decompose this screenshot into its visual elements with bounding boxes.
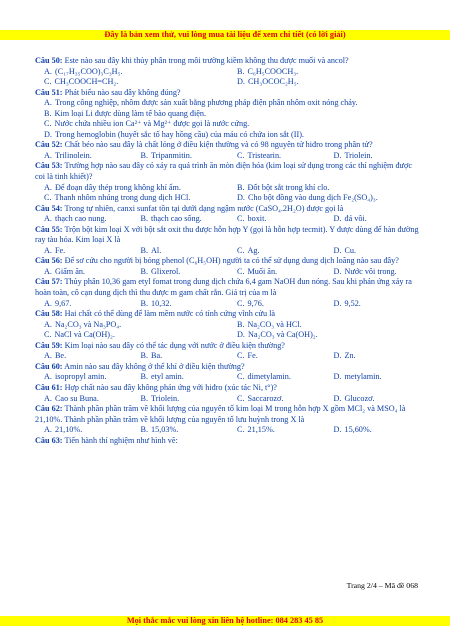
answer-option — [35, 130, 421, 141]
answer-options — [35, 246, 421, 257]
option-letter: B. — [237, 319, 245, 329]
option-text: 15,60%. — [344, 425, 372, 435]
answer-options — [35, 214, 421, 225]
option-letter: D. — [237, 77, 245, 87]
option-letter: C. — [237, 351, 245, 361]
answer-option — [228, 372, 325, 383]
answer-options — [35, 320, 421, 341]
question — [35, 204, 421, 225]
option-text: 15,03%. — [151, 425, 179, 435]
question-stem — [35, 225, 421, 246]
option-text: Al. — [151, 245, 162, 255]
question-stem — [35, 277, 421, 298]
question — [35, 225, 421, 257]
question-text: Thành phần phần trăm về khối lượng của nguyên tố kim loại M trong hỗn hợp X gồm MCl₂ và MSO₄ là 21,10%. Thành phần phần trăm về khối lượng của nguyên tố lưu huỳnh trong X là — [35, 404, 406, 424]
option-text: 9,76. — [247, 298, 264, 308]
answer-option — [35, 119, 421, 130]
option-letter: D. — [333, 393, 342, 403]
answer-option — [132, 425, 229, 436]
answer-option — [35, 299, 132, 310]
option-letter: C. — [237, 372, 245, 382]
question-stem — [35, 362, 421, 373]
answer-option — [35, 320, 228, 331]
answer-option — [132, 267, 229, 278]
question-number: Câu 62: — [35, 404, 63, 414]
option-letter: D. — [237, 193, 245, 203]
answer-option — [325, 267, 422, 278]
answer-option — [132, 246, 229, 257]
option-letter: A. — [44, 393, 52, 403]
option-text: Ag. — [247, 245, 260, 255]
option-letter: A. — [44, 425, 52, 435]
answer-option — [325, 246, 422, 257]
question-stem — [35, 161, 421, 182]
answer-option — [228, 151, 325, 162]
answer-option — [228, 246, 325, 257]
answer-option — [228, 330, 421, 341]
option-letter: A. — [44, 66, 52, 76]
question — [35, 362, 421, 383]
option-letter: C. — [237, 425, 245, 435]
option-text: 9,67. — [54, 298, 72, 308]
option-text: thạch cao sống. — [151, 214, 202, 224]
question-number: Câu 59: — [35, 340, 63, 350]
question — [35, 277, 421, 309]
option-text: 10,32. — [151, 298, 172, 308]
answer-option — [228, 193, 421, 204]
preview-banner: Đây là bản xem thử, vui lòng mua tài liệu để xem chi tiết (có lời giải) — [0, 30, 450, 40]
option-letter: B. — [140, 150, 149, 160]
question — [35, 436, 421, 447]
option-letter: A. — [44, 298, 52, 308]
question-number: Câu 54: — [35, 203, 63, 213]
question-number: Câu 61: — [35, 382, 63, 392]
question-number: Câu 63: — [35, 435, 63, 445]
option-text: Giấm ăn. — [54, 266, 85, 276]
answer-options — [35, 299, 421, 310]
question-text: Kim loại nào sau đây có thể tác dụng với nước ở điều kiện thường? — [64, 340, 285, 350]
answer-option — [325, 425, 422, 436]
answer-option — [132, 214, 229, 225]
option-text: Na₂CO₃ và Ca(OH)₂. — [247, 330, 318, 340]
answer-option — [132, 351, 229, 362]
option-text: 21,15%. — [247, 425, 275, 435]
answer-option — [35, 98, 421, 109]
option-text: Fe. — [54, 245, 66, 255]
option-letter: C. — [237, 245, 245, 255]
question — [35, 88, 421, 141]
question-text: Este nào sau đây khi thủy phân trong môi trường kiềm không thu được muối và ancol? — [64, 56, 349, 65]
option-letter: C. — [44, 77, 52, 87]
option-letter: C. — [44, 119, 52, 129]
option-letter: B. — [140, 351, 149, 361]
answer-option — [325, 151, 422, 162]
answer-option — [228, 183, 421, 194]
option-letter: A. — [44, 182, 52, 192]
option-text: 9,52. — [344, 298, 361, 308]
question-stem — [35, 140, 421, 151]
option-letter: A. — [44, 266, 52, 276]
answer-option — [35, 77, 228, 88]
option-text: Saccarozơ. — [247, 393, 284, 403]
option-letter: D. — [333, 245, 342, 255]
question-number: Câu 53: — [35, 161, 63, 171]
option-text: Ba. — [151, 351, 163, 361]
answer-option — [228, 67, 421, 78]
answer-option — [325, 351, 422, 362]
option-text: Trong hemoglobin (huyết sắc tố hay hồng cầu) của máu có chứa ion sắt (II). — [54, 129, 304, 139]
option-letter: D. — [333, 150, 342, 160]
question-stem — [35, 204, 421, 215]
option-letter: B. — [140, 266, 149, 276]
option-text: Triolein. — [151, 393, 180, 403]
question-number: Câu 56: — [35, 256, 63, 266]
answer-option — [325, 394, 422, 405]
question-number: Câu 52: — [35, 140, 63, 150]
answer-option — [35, 394, 132, 405]
question-text: Trường hợp nào sau đây có xảy ra quá trình ăn mòn điện hóa (kim loại sử dụng trong các thí nghiệm được coi là tinh khiết)? — [35, 161, 412, 182]
option-letter: A. — [44, 245, 52, 255]
option-text: Glucozơ. — [344, 393, 375, 403]
question-text: Hai chất có thể dùng để làm mềm nước có tính cứng vĩnh cửu là — [64, 309, 276, 319]
answer-option — [228, 77, 421, 88]
option-text: Đốt bột sắt trong khí clo. — [247, 182, 330, 192]
option-text: đá vôi. — [344, 214, 367, 224]
question — [35, 161, 421, 203]
option-text: CH₃OCOC₂H₅. — [247, 77, 299, 87]
option-letter: C. — [237, 393, 245, 403]
option-text: metylamin. — [344, 372, 382, 382]
question — [35, 341, 421, 362]
answer-option — [35, 351, 132, 362]
question — [35, 383, 421, 404]
option-text: Cho bột đồng vào dung dịch Fe₂(SO₄)₃. — [247, 193, 378, 203]
question-number: Câu 57: — [35, 277, 63, 287]
option-letter: B. — [140, 425, 149, 435]
answer-option — [35, 109, 421, 120]
answer-option — [132, 151, 229, 162]
option-letter: A. — [44, 214, 52, 224]
option-letter: D. — [237, 330, 245, 340]
answer-options — [35, 267, 421, 278]
option-text: Trilinolein. — [54, 150, 92, 160]
question — [35, 404, 421, 436]
answer-option — [228, 351, 325, 362]
question-stem — [35, 88, 421, 99]
option-text: Tripanmitin. — [151, 150, 192, 160]
answer-options — [35, 372, 421, 383]
option-text: 21,10%. — [54, 425, 83, 435]
option-text: Trong công nghiệp, nhôm được sản xuất bằng phương pháp điện phân nhôm oxit nóng chảy. — [54, 98, 358, 108]
option-letter: B. — [140, 298, 149, 308]
answer-options — [35, 394, 421, 405]
option-letter: B. — [140, 214, 149, 224]
option-letter: C. — [237, 214, 245, 224]
option-letter: C. — [237, 150, 245, 160]
question-text: Tiến hành thí nghiệm như hình vẽ: — [64, 435, 178, 445]
option-text: boxit. — [247, 214, 267, 224]
option-letter: A. — [44, 372, 52, 382]
answer-option — [35, 267, 132, 278]
option-text: Na₂CO₃ và HCl. — [247, 319, 302, 329]
answer-option — [228, 425, 325, 436]
question-stem — [35, 56, 421, 67]
option-letter: D. — [333, 351, 342, 361]
option-letter: B. — [140, 372, 149, 382]
option-letter: A. — [44, 98, 52, 108]
option-letter: B. — [140, 245, 149, 255]
option-letter: D. — [333, 372, 342, 382]
question-text: Trộn bột kim loại X với bột sắt oxit thu được hỗn hợp Y (gọi là hỗn hợp tecmit). Y được dùng để hàn đường ray tàu hỏa. Kim loại X là — [35, 224, 419, 245]
answer-option — [228, 320, 421, 331]
option-text: Cao su Buna. — [54, 393, 99, 403]
question-text: Amin nào sau đây không ở thể khí ở điều kiện thường? — [64, 361, 245, 371]
option-text: CH₃COOCH=CH₂. — [54, 77, 119, 87]
option-letter: A. — [44, 319, 52, 329]
option-text: Na₂CO₃ và Na₃PO₄. — [54, 319, 122, 329]
question-number: Câu 58: — [35, 309, 63, 319]
answer-option — [35, 183, 228, 194]
answer-options — [35, 151, 421, 162]
answer-option — [35, 193, 228, 204]
option-text: Nước vôi trong. — [344, 266, 397, 276]
question-text: Chất béo nào sau đây là chất lỏng ở điều kiện thường và có 98 nguyên tử hiđro trong phân tử? — [64, 140, 373, 150]
answer-options — [35, 67, 421, 88]
page-footer: Trang 2/4 – Mã đề 068 — [346, 581, 418, 590]
option-text: isopropyl amin. — [54, 372, 107, 382]
question — [35, 140, 421, 161]
hotline-banner: Mọi thắc mắc vui lòng xin liên hệ hotline: 084 283 45 85 — [0, 616, 450, 626]
answer-option — [35, 246, 132, 257]
option-text: thạch cao nung. — [54, 214, 107, 224]
answer-options — [35, 425, 421, 436]
option-letter: D. — [333, 214, 342, 224]
answer-option — [228, 394, 325, 405]
answer-option — [132, 394, 229, 405]
answer-options — [35, 183, 421, 204]
question-number: Câu 50: — [35, 56, 63, 65]
option-letter: C. — [237, 298, 245, 308]
option-text: Zn. — [344, 351, 356, 361]
option-text: Cu. — [344, 245, 357, 255]
question — [35, 309, 421, 341]
question-text: Phát biểu nào sau đây không đúng? — [64, 87, 181, 97]
option-letter: A. — [44, 351, 52, 361]
answer-option — [325, 299, 422, 310]
option-text: (C₁₇H₃₅COO)₃C₃H₅. — [54, 66, 123, 76]
question-stem — [35, 436, 421, 447]
question-list — [35, 56, 421, 446]
option-letter: A. — [44, 150, 52, 160]
option-letter: D. — [44, 129, 52, 139]
answer-option — [228, 214, 325, 225]
option-text: dimetylamin. — [247, 372, 291, 382]
option-text: C₆H₅COOCH₃. — [247, 66, 299, 76]
option-letter: C. — [237, 266, 245, 276]
option-text: Thanh nhôm nhúng trong dung dịch HCl. — [54, 193, 191, 203]
question-number: Câu 51: — [35, 87, 63, 97]
option-text: Be. — [54, 351, 67, 361]
option-letter: D. — [333, 266, 342, 276]
answer-options — [35, 98, 421, 140]
answer-option — [35, 67, 228, 78]
question-text: Để sơ cứu cho người bị bỏng phenol (C₆H₅OH) người ta có thể sử dụng dung dịch loãng nào sau đây? — [64, 256, 399, 266]
question-stem — [35, 383, 421, 394]
answer-option — [132, 372, 229, 383]
option-text: Tristearin. — [247, 150, 282, 160]
question — [35, 256, 421, 277]
question-number: Câu 55: — [35, 224, 63, 234]
answer-option — [35, 214, 132, 225]
question-stem — [35, 256, 421, 267]
option-letter: B. — [237, 66, 245, 76]
question-text: Thủy phân 10,36 gam etyl fomat trong dung dịch chứa 6,4 gam NaOH đun nóng. Sau khi phản ứng xảy ra hoàn toàn, cô cạn dung dịch thì thu được m gam chất rắn. Giá trị của m là — [35, 277, 412, 298]
answer-option — [35, 425, 132, 436]
option-letter: D. — [333, 425, 342, 435]
option-text: NaCl và Ca(OH)₂. — [54, 330, 115, 340]
option-text: Muối ăn. — [247, 266, 278, 276]
answer-option — [132, 299, 229, 310]
answer-option — [35, 151, 132, 162]
question — [35, 56, 421, 88]
question-text: Hợp chất nào sau đây không phản ứng với hiđro (xúc tác Ni, t°)? — [64, 382, 277, 392]
option-letter: C. — [44, 330, 52, 340]
option-text: Kim loại Li được dùng làm tế bào quang điện. — [54, 108, 207, 118]
answer-option — [35, 330, 228, 341]
question-stem — [35, 309, 421, 320]
question-stem — [35, 341, 421, 352]
option-text: etyl amin. — [151, 372, 184, 382]
option-letter: D. — [333, 298, 342, 308]
option-text: Glixerol. — [151, 266, 181, 276]
question-text: Trong tự nhiên, canxi sunfat tồn tại dưới dạng ngậm nước (CaSO₄.2H₂O) được gọi là — [64, 203, 344, 213]
question-number: Câu 60: — [35, 361, 63, 371]
option-text: Nước chứa nhiều ion Ca²⁺ và Mg²⁺ được gọi là nước cứng. — [54, 119, 250, 129]
answer-option — [35, 372, 132, 383]
answer-option — [228, 267, 325, 278]
option-text: Fe. — [247, 351, 258, 361]
answer-options — [35, 351, 421, 362]
option-text: Triolein. — [344, 150, 373, 160]
answer-option — [325, 372, 422, 383]
option-letter: B. — [237, 182, 245, 192]
question-stem — [35, 404, 421, 425]
option-letter: B. — [140, 393, 149, 403]
answer-option — [228, 299, 325, 310]
option-text: Để đoạn dây thép trong không khí ẩm. — [54, 182, 181, 192]
option-letter: C. — [44, 193, 52, 203]
answer-option — [325, 214, 422, 225]
option-letter: B. — [44, 108, 52, 118]
